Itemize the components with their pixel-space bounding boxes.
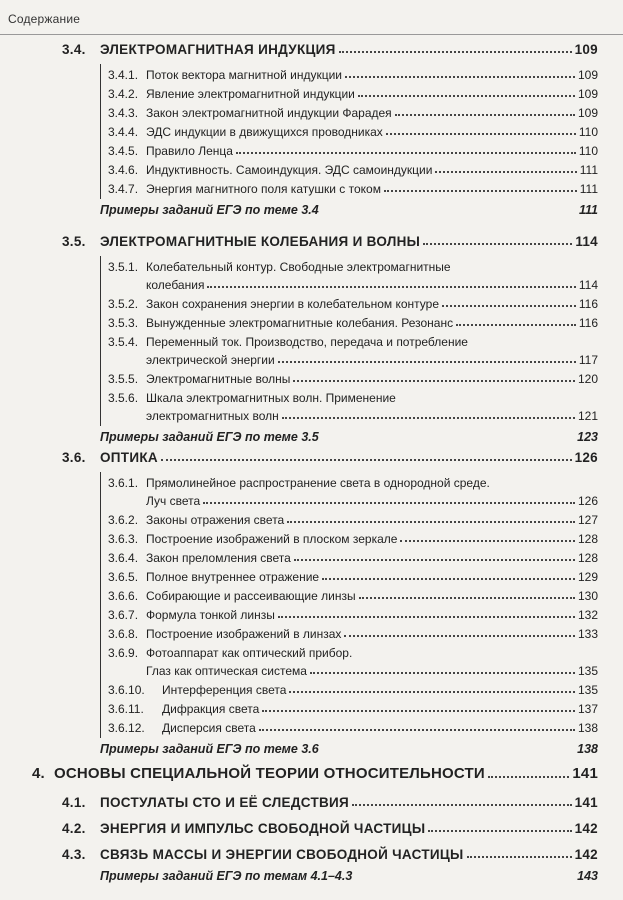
examples-item-label: Примеры заданий ЕГЭ по теме 3.4 — [100, 203, 319, 217]
chapter-section-page: 141 — [574, 795, 598, 810]
subsection-item-number: 3.5.3. — [108, 316, 139, 330]
subsection-item-label: Построение изображений в плоском зеркале — [146, 532, 398, 546]
section-heading-number: 3.5. — [62, 234, 86, 249]
dot-leader — [428, 830, 571, 832]
chapter-section-title — [62, 795, 349, 810]
subsection-item-label: Закон сохранения энергии в колебательном контуре — [146, 297, 439, 311]
subsection-item — [108, 570, 598, 584]
subsection-item-label: Вынужденные электромагнитные колебания. Резонанс — [146, 316, 454, 330]
section-heading-page: 114 — [575, 234, 598, 249]
subsection-item — [108, 278, 598, 292]
subsection-item-number: 3.6.8. — [108, 627, 139, 641]
subsection-item-page: 121 — [577, 409, 598, 423]
subsection-item — [108, 125, 598, 139]
chapter-section — [62, 795, 598, 810]
examples-item-page: 111 — [578, 203, 598, 217]
subsection-item — [108, 182, 598, 196]
dot-leader — [203, 502, 575, 504]
subsection-item-label: колебания — [146, 278, 205, 292]
subsection-item-page: 109 — [577, 106, 598, 120]
subsection-item-label: Закон электромагнитной индукции Фарадея — [146, 106, 392, 120]
subsection-item-page: 130 — [577, 589, 598, 603]
subsection-item-number: 3.6.7. — [108, 608, 139, 622]
section-heading-label: ЭЛЕКТРОМАГНИТНЫЕ КОЛЕБАНИЯ И ВОЛНЫ — [100, 234, 421, 249]
subsection-item — [108, 513, 598, 527]
section-rule — [100, 472, 101, 738]
dot-leader — [278, 361, 576, 363]
dot-leader — [236, 152, 576, 154]
dot-leader — [282, 417, 575, 419]
chapter-section — [62, 821, 598, 836]
subsection-label: Прямолинейное распространение света в однородной среде. — [146, 476, 490, 490]
subsection-item — [108, 608, 598, 622]
subsection-item-label: Луч света — [146, 494, 201, 508]
subsection-item-number: 3.5.5. — [108, 372, 139, 386]
subsection-line1 — [108, 646, 352, 660]
subsection-item-number: 3.6.12. — [108, 721, 145, 735]
dot-leader — [352, 804, 572, 806]
subsection-item-page: 126 — [577, 494, 598, 508]
subsection-item-page: 111 — [579, 182, 598, 196]
subsection-item-title — [108, 163, 432, 177]
dot-leader — [395, 114, 575, 116]
subsection-item-number: 3.4.4. — [108, 125, 139, 139]
subsection-item-label: электрической энергии — [146, 353, 275, 367]
subsection-item-title — [108, 182, 381, 196]
subsection-item-title — [108, 608, 275, 622]
subsection-number: 3.5.6. — [108, 391, 139, 405]
subsection-item-page: 110 — [578, 144, 598, 158]
subsection-item-page: 110 — [578, 125, 598, 139]
subsection-line1 — [108, 335, 468, 349]
dot-leader — [339, 51, 572, 53]
subsection-item-page: 128 — [577, 551, 598, 565]
subsection-label: Колебательный контур. Свободные электромагнитные — [146, 260, 451, 274]
subsection-item — [108, 664, 598, 678]
subsection-item-page: 114 — [578, 278, 598, 292]
section-heading-label: ОПТИКА — [100, 450, 158, 465]
subsection-item-label: Энергия магнитного поля катушки с током — [146, 182, 381, 196]
subsection-item-page: 116 — [578, 316, 598, 330]
dot-leader — [294, 559, 575, 561]
chapter-section — [62, 847, 598, 862]
subsection-item-label: Правило Ленца — [146, 144, 233, 158]
subsection-item-number: 3.6.6. — [108, 589, 139, 603]
chapter-heading-page: 141 — [572, 765, 598, 782]
dot-leader — [289, 691, 575, 693]
examples-item-page: 123 — [577, 430, 598, 444]
section-heading — [62, 234, 598, 249]
subsection-item — [108, 494, 598, 508]
dot-leader — [384, 190, 577, 192]
subsection-item-label: Собирающие и рассеивающие линзы — [146, 589, 356, 603]
dot-leader — [259, 729, 575, 731]
subsection-item-label: Электромагнитные волны — [146, 372, 291, 386]
dot-leader — [423, 243, 572, 245]
subsection-item-number: 3.6.5. — [108, 570, 139, 584]
subsection-item-title — [108, 664, 307, 678]
subsection-item — [108, 683, 598, 697]
subsection-item — [108, 297, 598, 311]
subsection-item — [108, 589, 598, 603]
chapter-section-number: 4.2. — [62, 821, 86, 836]
subsection-item — [108, 163, 598, 177]
section-heading — [62, 42, 598, 57]
examples-item-page: 143 — [577, 869, 598, 883]
subsection-item-page: 128 — [577, 532, 598, 546]
subsection-item-page: 137 — [577, 702, 598, 716]
subsection-item-page: 109 — [577, 68, 598, 82]
subsection-item — [108, 532, 598, 546]
chapter-section-label: ЭНЕРГИЯ И ИМПУЛЬС СВОБОДНОЙ ЧАСТИЦЫ — [100, 821, 426, 836]
examples-item — [100, 203, 598, 217]
subsection-item-page: 132 — [577, 608, 598, 622]
subsection-item-page: 133 — [577, 627, 598, 641]
subsection-item-title — [108, 683, 286, 697]
section-heading-title — [62, 42, 336, 57]
subsection-item-title — [108, 627, 341, 641]
subsection-item-label: Законы отражения света — [146, 513, 285, 527]
subsection-item-title — [108, 409, 279, 423]
subsection-item-number: 3.4.2. — [108, 87, 139, 101]
subsection-label: Фотоаппарат как оптический прибор. — [146, 646, 353, 660]
dot-leader — [262, 710, 575, 712]
subsection-item — [108, 409, 598, 423]
section-heading-title — [62, 450, 158, 465]
examples-item — [100, 869, 598, 883]
subsection-item-title — [108, 297, 439, 311]
chapter-heading — [32, 765, 598, 782]
subsection-item-title — [108, 372, 290, 386]
subsection-item-label: Индуктивность. Самоиндукция. ЭДС самоиндукции — [146, 163, 433, 177]
subsection-item — [108, 68, 598, 82]
subsection-item-number: 3.4.3. — [108, 106, 139, 120]
subsection-item-page: 138 — [577, 721, 598, 735]
subsection-item-title — [108, 532, 397, 546]
section-heading-page: 126 — [574, 450, 598, 465]
dot-leader — [161, 459, 572, 461]
examples-item-label: Примеры заданий ЕГЭ по темам 4.1–4.3 — [100, 869, 353, 883]
subsection-item-page: 111 — [579, 163, 598, 177]
dot-leader — [435, 171, 576, 173]
dot-leader — [467, 856, 572, 858]
chapter-section-label: ПОСТУЛАТЫ СТО И ЕЁ СЛЕДСТВИЯ — [100, 795, 350, 810]
subsection-label: Шкала электромагнитных волн. Применение — [146, 391, 396, 405]
dot-leader — [310, 672, 575, 674]
subsection-item-page: 116 — [578, 297, 598, 311]
subsection-item — [108, 87, 598, 101]
section-heading-number: 3.6. — [62, 450, 86, 465]
subsection-item-page: 117 — [578, 353, 598, 367]
subsection-item-label: Дифракция света — [162, 702, 260, 716]
chapter-section-number: 4.1. — [62, 795, 86, 810]
subsection-item — [108, 353, 598, 367]
subsection-line1 — [108, 391, 396, 405]
section-rule — [100, 256, 101, 426]
section-heading — [62, 450, 598, 465]
subsection-number: 3.6.1. — [108, 476, 139, 490]
section-heading-number: 3.4. — [62, 42, 86, 57]
subsection-item-number: 3.6.4. — [108, 551, 139, 565]
examples-item — [100, 742, 598, 756]
subsection-item-label: электромагнитных волн — [146, 409, 279, 423]
subsection-item — [108, 627, 598, 641]
subsection-item-title — [108, 278, 204, 292]
chapter-section-title — [62, 847, 464, 862]
subsection-item — [108, 702, 598, 716]
subsection-item-title — [108, 551, 291, 565]
examples-item-title — [100, 869, 352, 883]
examples-item-title — [100, 203, 319, 217]
subsection-item-number: 3.6.2. — [108, 513, 139, 527]
subsection-item-page: 135 — [577, 664, 598, 678]
subsection-item-title — [108, 589, 356, 603]
chapter-section-title — [62, 821, 425, 836]
subsection-item-label: Формула тонкой линзы — [146, 608, 275, 622]
subsection-item-number: 3.5.2. — [108, 297, 139, 311]
dot-leader — [442, 305, 576, 307]
dot-leader — [358, 95, 575, 97]
dot-leader — [207, 286, 575, 288]
subsection-item-label: Дисперсия света — [162, 721, 256, 735]
subsection-item-number: 3.4.5. — [108, 144, 139, 158]
dot-leader — [488, 776, 569, 778]
dot-leader — [322, 578, 575, 580]
subsection-item-label: Поток вектора магнитной индукции — [146, 68, 342, 82]
dot-leader — [344, 635, 575, 637]
subsection-item-title — [108, 513, 284, 527]
subsection-item-page: 120 — [577, 372, 598, 386]
dot-leader — [278, 616, 575, 618]
subsection-item — [108, 721, 598, 735]
subsection-item — [108, 106, 598, 120]
subsection-item-page: 129 — [577, 570, 598, 584]
subsection-number: 3.6.9. — [108, 646, 139, 660]
chapter-heading-number: 4. — [32, 765, 45, 782]
subsection-item-label: Явление электромагнитной индукции — [146, 87, 355, 101]
subsection-item-label: Построение изображений в линзах — [146, 627, 342, 641]
chapter-section-page: 142 — [574, 821, 598, 836]
section-heading-label: ЭЛЕКТРОМАГНИТНАЯ ИНДУКЦИЯ — [100, 42, 336, 57]
running-header: Содержание — [8, 12, 81, 26]
examples-item-label: Примеры заданий ЕГЭ по теме 3.5 — [100, 430, 319, 444]
chapter-section-label: СВЯЗЬ МАССЫ И ЭНЕРГИИ СВОБОДНОЙ ЧАСТИЦЫ — [100, 847, 464, 862]
subsection-item — [108, 316, 598, 330]
subsection-item-page: 135 — [577, 683, 598, 697]
chapter-heading-label: ОСНОВЫ СПЕЦИАЛЬНОЙ ТЕОРИИ ОТНОСИТЕЛЬНОСТИ — [54, 765, 485, 782]
subsection-item-title — [108, 87, 355, 101]
dot-leader — [345, 76, 575, 78]
subsection-item-number: 3.4.7. — [108, 182, 139, 196]
subsection-item-label: ЭДС индукции в движущихся проводниках — [146, 125, 383, 139]
examples-item — [100, 430, 598, 444]
subsection-item-label: Глаз как оптическая система — [146, 664, 307, 678]
subsection-item-title — [108, 494, 200, 508]
subsection-item-number: 3.4.1. — [108, 68, 139, 82]
subsection-item-title — [108, 125, 383, 139]
subsection-number: 3.5.4. — [108, 335, 139, 349]
subsection-item-page: 127 — [577, 513, 598, 527]
section-heading-page: 109 — [574, 42, 598, 57]
subsection-item — [108, 144, 598, 158]
subsection-item-label: Закон преломления света — [146, 551, 291, 565]
subsection-item-page: 109 — [577, 87, 598, 101]
dot-leader — [400, 540, 575, 542]
examples-item-page: 138 — [577, 742, 598, 756]
dot-leader — [456, 324, 576, 326]
subsection-number: 3.5.1. — [108, 260, 139, 274]
subsection-item-label: Полное внутреннее отражение — [146, 570, 320, 584]
subsection-item-number: 3.6.11. — [108, 702, 144, 716]
subsection-item-number: 3.4.6. — [108, 163, 139, 177]
subsection-item-title — [108, 106, 392, 120]
subsection-item-label: Интерференция света — [162, 683, 287, 697]
chapter-heading-title — [32, 765, 485, 782]
section-heading-title — [62, 234, 420, 249]
dot-leader — [287, 521, 575, 523]
subsection-item-title — [108, 68, 342, 82]
subsection-item-title — [108, 721, 256, 735]
subsection-label: Переменный ток. Производство, передача и потребление — [146, 335, 468, 349]
examples-item-title — [100, 430, 319, 444]
subsection-item-number: 3.6.10. — [108, 683, 145, 697]
section-rule — [100, 64, 101, 199]
subsection-item — [108, 551, 598, 565]
subsection-item-number: 3.6.3. — [108, 532, 139, 546]
dot-leader — [359, 597, 575, 599]
chapter-section-number: 4.3. — [62, 847, 86, 862]
subsection-item-title — [108, 702, 259, 716]
subsection-item-title — [108, 316, 453, 330]
subsection-item-title — [108, 353, 275, 367]
subsection-line1 — [108, 476, 490, 490]
dot-leader — [293, 380, 575, 382]
dot-leader — [386, 133, 576, 135]
subsection-item — [108, 372, 598, 386]
subsection-item-title — [108, 570, 319, 584]
subsection-item-title — [108, 144, 233, 158]
subsection-line1 — [108, 260, 451, 274]
examples-item-label: Примеры заданий ЕГЭ по теме 3.6 — [100, 742, 319, 756]
chapter-section-page: 142 — [574, 847, 598, 862]
examples-item-title — [100, 742, 319, 756]
